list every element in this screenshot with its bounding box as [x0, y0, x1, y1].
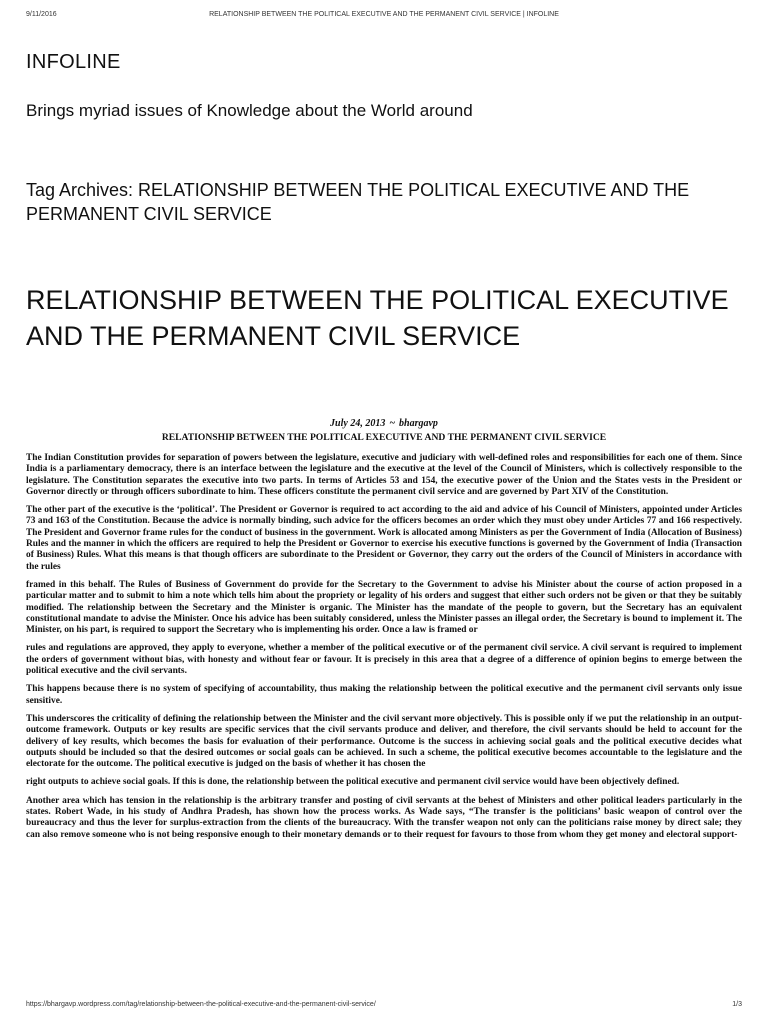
body-paragraph: The other part of the executive is the ‘political’. The President or Governor is required to act according to the aid and advice of his Council of Ministers, appointed under Articles 73 and 163 of the Constitution. Because the advice is normally binding, such advice for the officers becomes an order which they must obey under Articles 77 and 166 respectively. The President and Governor frame rules for the conduct of business in the government. Work is allocated among Ministers as per the Government of India (Allocation of Business) Rules and the manner in which the officers are required to help the President or Governor to exercise his executive functions is governed by the Government of India (Transaction of Business) Rules. What this means is that though officers are subordinate to the President or Governor, they carry out the orders of the Council of Ministers in accordance with the rules: [26, 505, 742, 572]
archive-title: Tag Archives: RELATIONSHIP BETWEEN THE POLITICAL EXECUTIVE AND THE PERMANENT CIVIL SERVICE: [26, 180, 690, 224]
post-meta: [26, 418, 742, 429]
body-paragraph: right outputs to achieve social goals. If this is done, the relationship between the political executive and permanent civil service would have been objectively defined.: [26, 777, 680, 788]
body-paragraph: rules and regulations are approved, they apply to everyone, whether a member of the political executive or of the permanent civil service. A civil servant is required to implement the orders of government without bias, with honesty and without fear or favour. It is precisely in this area that a degree of a difference of opinion begins to emerge between the political executive and the civil servants.: [26, 643, 742, 677]
print-date: 9/11/2016: [26, 11, 57, 18]
post-author[interactable]: bhargavp: [399, 418, 438, 429]
body-paragraph: This underscores the criticality of defining the relationship between the Minister and the civil servant more objectively. This is possible only if we put the relationship in an output-outcome framework. Outputs or key results are specific services that the civil servants produce and deliver, and therefore, the civil servants should be held to account for the delivery of key results, which becomes the basis for evaluation of their performance. Outcome is the success in achieving social goals and the political executive decides what outputs should be included so that the desired outcomes or social goals can be achieved. In such a scheme, the political executive becomes accountable to the legislature and the electorate for the outcome. The political executive is judged on the basis of whether it has chosen the: [26, 713, 742, 770]
post-title: [26, 282, 746, 354]
print-header: [26, 11, 742, 23]
post-title-link[interactable]: RELATIONSHIP BETWEEN THE POLITICAL EXECUTIVE AND THE PERMANENT CIVIL SERVICE: [26, 285, 729, 351]
print-url: https://bhargavp.wordpress.com/tag/relationship-between-the-political-executive-and-the-permanent-civil-service/: [26, 1001, 376, 1008]
post-subtitle: RELATIONSHIP BETWEEN THE POLITICAL EXECUTIVE AND THE PERMANENT CIVIL SERVICE: [161, 432, 607, 443]
site-title: [26, 51, 121, 74]
page-number: 1/3: [732, 1001, 742, 1008]
site-title-link[interactable]: INFOLINE: [26, 51, 121, 73]
print-page-title: RELATIONSHIP BETWEEN THE POLITICAL EXECUTIVE AND THE PERMANENT CIVIL SERVICE | INFOLINE: [209, 11, 559, 18]
post-date[interactable]: July 24, 2013: [330, 418, 386, 429]
meta-separator: ~: [389, 418, 396, 429]
site-tagline: Brings myriad issues of Knowledge about the World around: [26, 101, 473, 120]
body-paragraph: Another area which has tension in the relationship is the arbitrary transfer and posting of civil servants at the behest of Ministers and other political leaders particularly in the states. Robert Wade, in his study of Andhra Pradesh, has shown how the process works. As Wade says, “The transfer is the politicians’ basic weapon of control over the bureaucracy and thus the lever for surplus-extraction from the clients of the bureaucracy. With the transfer weapon not only can the politicians raise money by direct sale; they can also remove someone who is not being responsive enough to their monetary demands or to their request for favours to those from whom they get money and electoral support-: [26, 795, 742, 840]
body-paragraph: framed in this behalf. The Rules of Business of Government do provide for the Secretary to the Government to advise his Minister about the course of action proposed in a particular matter and to submit to him a note which tells him about the propriety or legality of his orders and suggest that either such orders not be given or that they be suitably modified. The relationship between the Secretary and the Minister is organic. The Minister has the mandate of the people to govern, but the Secretary has an equivalent constitutional mandate to advise the Minister. Once his advice has been suitably considered, unless the Minister passes an illegal order, the Secretary is bound to implement it. The Minister, on his part, is required to support the Secretary who is implementing his order. Once a law is framed or: [26, 579, 742, 636]
post-body: [26, 453, 742, 848]
body-paragraph: This happens because there is no system of specifying of accountability, thus making the relationship between the political executive and the permanent civil servants only issue sensitive.: [26, 684, 742, 706]
print-footer: [26, 1001, 742, 1013]
body-paragraph: The Indian Constitution provides for separation of powers between the legislature, executive and judiciary with well-defined roles and responsibilities for each one of them. Since India is a parliamentary democracy, there is an interface between the legislature and the executive at the level of the Council of Ministers, which is collectively responsible to the legislature. The Constitution separates the executive into two parts. In terms of Articles 53 and 154, the executive power of the Union and the States vests in the President or Governor directly or through officers subordinate to him. These officers constitute the permanent civil service and are governed by Part XIV of the Constitution.: [26, 453, 742, 497]
